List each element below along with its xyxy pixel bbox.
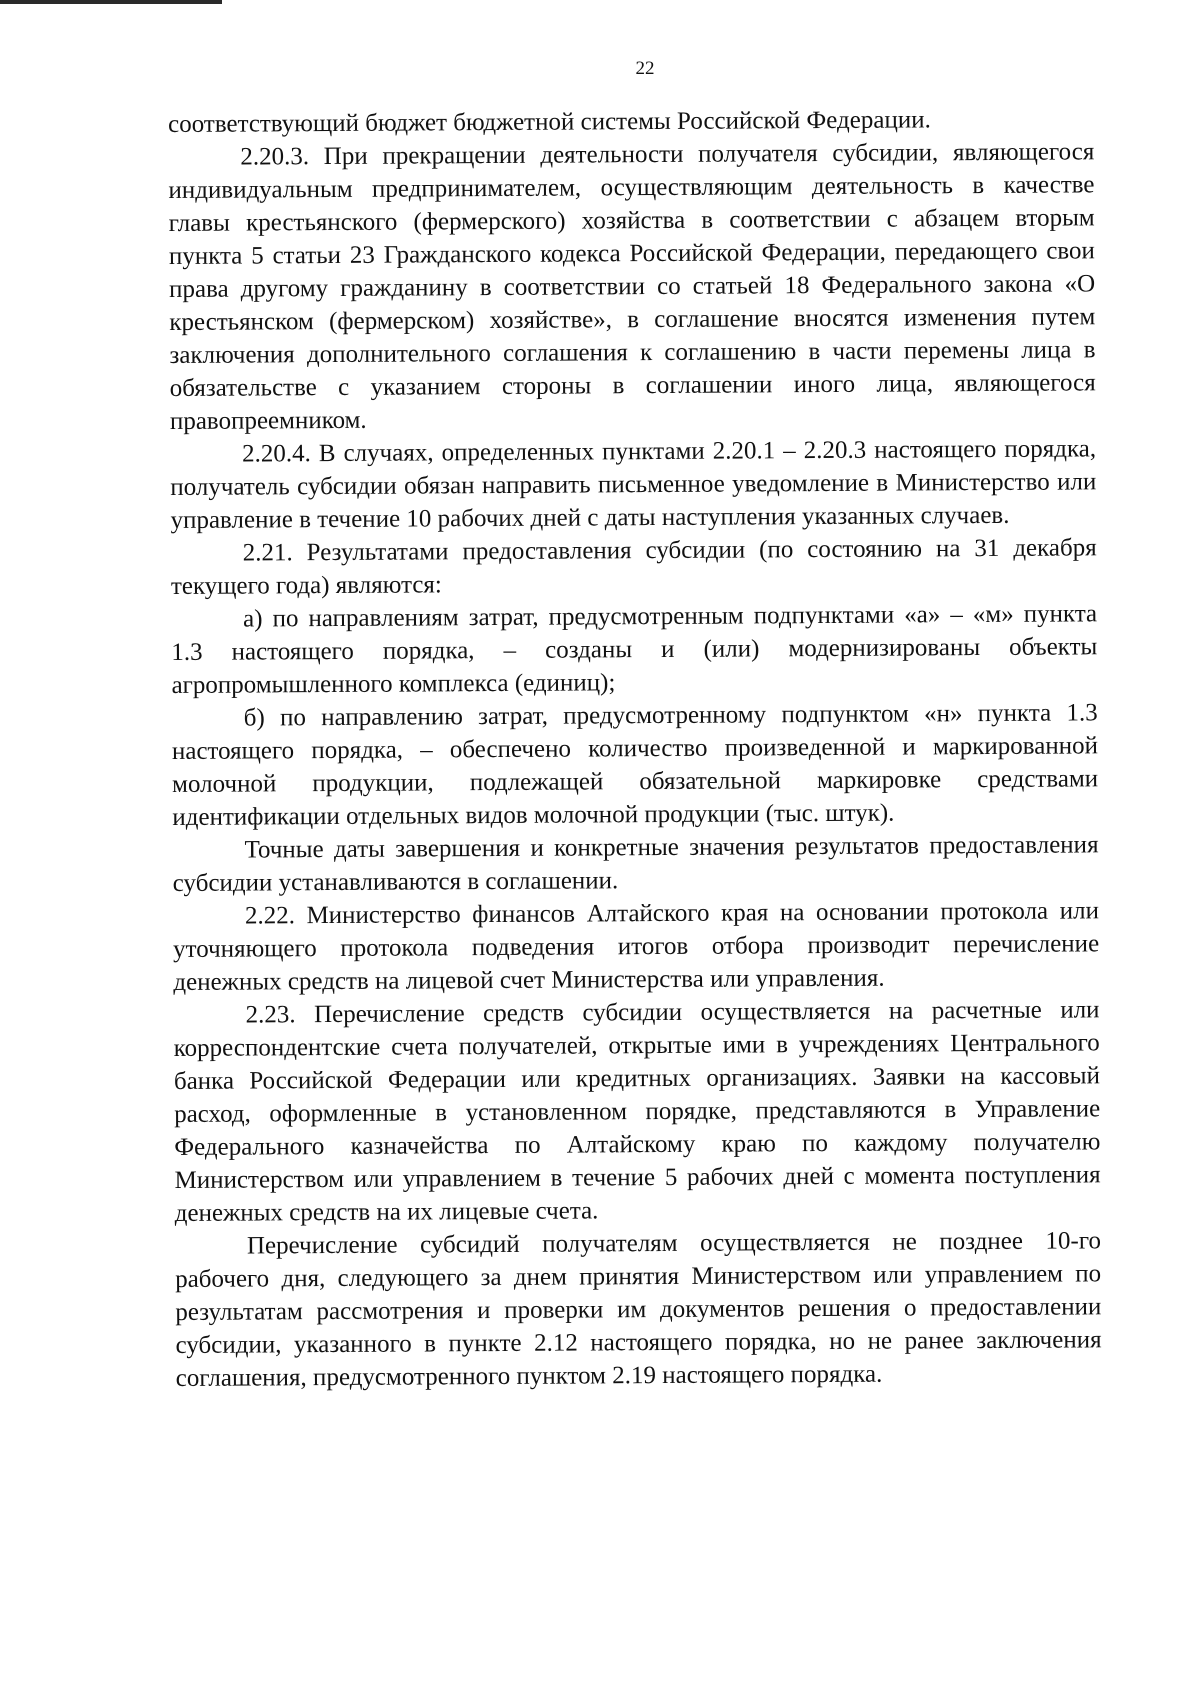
paragraph-2-22: 2.22. Министерство финансов Алтайского края на основании протокола или уточняющего протокола подведения итогов отбора производит перечисление денежных средств на лицевой счет Министерства или управления. (173, 897, 1100, 996)
paragraph-2-20-3: 2.20.3. При прекращении деятельности получателя субсидии, являющегося индивидуальным предпринимателем, осуществляющим деятельность в качестве главы крестьянского (фермерского) хозяйства в соответствии с абзацем вторым пункта 5 статьи 23 Гражданского кодекса Российской Федерации, передающего свои права другому гражданину в соответствии со статьей 18 Федерального закона «О крестьянском (фермерском) хозяйстве», в соглашение вносятся изменения путем заключения дополнительного соглашения к соглашению в части перемены лица в обязательстве с указанием стороны в соглашении иного лица, являющегося правопреемником. (168, 138, 1096, 435)
paragraph-2-21-b: б) по направлению затрат, предусмотренному подпунктом «н» пункта 1.3 настоящего порядка, – обеспечено количество произведенной и маркированной молочной продукции, подлежащей обязательной маркировке средствами идентификации отдельных видов молочной продукции (тыс. штук). (171, 699, 1099, 831)
paragraph-2-21-a: а) по направлениям затрат, предусмотренным подпунктами «а» – «м» пункта 1.3 настоящего порядка, – созданы и (или) модернизированы объекты агропромышленного комплекса (единиц); (171, 600, 1098, 699)
paragraph-transfer-deadline: Перечисление субсидий получателям осуществляется не позднее 10-го рабочего дня, следующего за днем принятия Министерством или управлением по результатам рассмотрения и проверки им документов решения о предоставлении субсидии, указанного в пункте 2.12 настоящего порядка, но не ранее заключения соглашения, предусмотренного пунктом 2.19 настоящего порядка. (175, 1227, 1102, 1392)
document-body (168, 102, 1102, 1395)
paragraph-2-23: 2.23. Перечисление средств субсидии осуществляется на расчетные или корреспондентские счета получателей, открытые ими в учреждениях Центрального банка Российской Федерации или кредитных организациях. Заявки на кассовый расход, оформленные в установленном порядке, представляются в Управление Федерального казначейства по Алтайскому краю по каждому получателю Министерством или управлением в течение 5 рабочих дней с момента поступления денежных средств на их лицевые счета. (173, 996, 1101, 1227)
page-number: 22 (635, 58, 655, 79)
scan-edge-rule (0, 0, 222, 4)
paragraph-results-dates: Точные даты завершения и конкретные значения результатов предоставления субсидии устанавливаются в соглашении. (172, 831, 1099, 897)
paragraph-continuation: соответствующий бюджет бюджетной системы Российской Федерации. (168, 106, 931, 138)
paragraph-2-20-4: 2.20.4. В случаях, определенных пунктами 2.20.1 – 2.20.3 настоящего порядка, получатель субсидии обязан направить письменное уведомление в Министерство или управление в течение 10 рабочих дней с даты наступления указанных случаев. (170, 435, 1097, 534)
paragraph-2-21: 2.21. Результатами предоставления субсидии (по состоянию на 31 декабря текущего года) являются: (170, 534, 1097, 600)
